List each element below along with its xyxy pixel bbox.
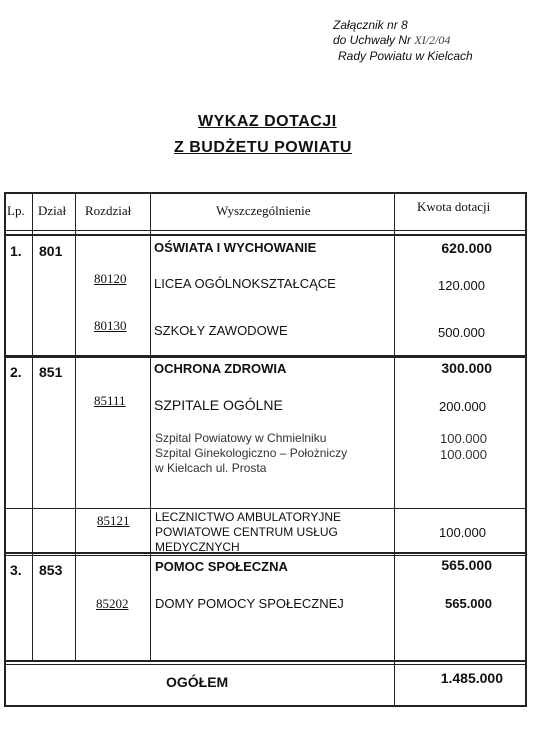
row2-amount: 300.000 — [441, 360, 492, 376]
total-label: OGÓŁEM — [166, 674, 229, 690]
row3a-name: DOMY POMOCY SPOŁECZNEJ — [155, 596, 344, 611]
row1-dzial: 801 — [39, 243, 63, 259]
total-separator — [4, 660, 527, 662]
resolution-number: XI/2/04 — [414, 33, 451, 47]
table-border-left — [4, 192, 6, 707]
section-separator-2 — [4, 552, 527, 554]
row1-lp: 1. — [10, 243, 22, 259]
row2-lp: 2. — [10, 364, 22, 380]
col-line-name — [394, 192, 395, 707]
row2a-detail-amount1: 100.000 — [440, 431, 487, 446]
row2b-line2: POWIATOWE CENTRUM USŁUG — [155, 525, 338, 539]
row1-name: OŚWIATA I WYCHOWANIE — [154, 240, 317, 255]
row3a-rozdzial: 85202 — [96, 596, 129, 611]
row2a-rozdzial: 85111 — [94, 393, 126, 408]
column-header-rozdzial: Rozdział — [85, 203, 132, 218]
table-border-right — [525, 192, 527, 707]
header-separator-double — [4, 234, 527, 236]
row2a-detail-amount2: 100.000 — [440, 447, 487, 462]
row2b-rozdzial: 85121 — [97, 513, 130, 528]
row2a-detail-line1: Szpital Powiatowy w Chmielniku — [155, 431, 327, 445]
row2a-name: SZPITALE OGÓLNE — [154, 397, 283, 413]
row3-lp: 3. — [10, 562, 22, 578]
row2b-amount: 100.000 — [439, 525, 486, 540]
row1b-name: SZKOŁY ZAWODOWE — [154, 323, 288, 338]
col-line-lp — [32, 192, 33, 660]
row3a-amount: 565.000 — [445, 596, 492, 611]
column-header-amount: Kwota dotacji — [417, 199, 491, 214]
total-separator-b — [4, 664, 527, 665]
row3-amount: 565.000 — [441, 557, 492, 573]
column-header-lp: Lp. — [7, 203, 25, 218]
section-separator-2b — [4, 555, 527, 556]
row1a-amount: 120.000 — [438, 278, 485, 293]
total-amount: 1.485.000 — [440, 670, 503, 686]
attachment-label: Załącznik nr 8 — [333, 18, 408, 32]
row-separator-85121 — [4, 508, 527, 509]
table-border-bottom — [4, 705, 527, 707]
page-title-line2: Z BUDŻETU POWIATU — [174, 139, 352, 156]
row1a-rozdzial: 80120 — [94, 271, 127, 286]
row2a-detail-line2: Szpital Ginekologiczno – Położniczy — [155, 446, 348, 460]
col-line-rozdzial — [150, 192, 151, 660]
section-separator-1b — [4, 357, 527, 358]
council-name: Rady Powiatu w Kielcach — [338, 49, 473, 63]
row2-name: OCHRONA ZDROWIA — [154, 361, 287, 376]
row3-name: POMOC SPOŁECZNA — [155, 559, 288, 574]
column-header-dzial: Dział — [38, 203, 67, 218]
page-title-line1: WYKAZ DOTACJI — [198, 113, 337, 130]
row1b-amount: 500.000 — [438, 325, 485, 340]
row1b-rozdzial: 80130 — [94, 318, 127, 333]
row3-dzial: 853 — [39, 562, 63, 578]
resolution-prefix: do Uchwały Nr — [333, 33, 415, 47]
row2a-amount: 200.000 — [439, 399, 486, 414]
row2b-line1: LECZNICTWO AMBULATORYJNE — [155, 510, 342, 524]
row2-dzial: 851 — [39, 364, 63, 380]
col-line-dzial — [75, 192, 76, 660]
row1-amount: 620.000 — [441, 240, 492, 256]
column-header-description: Wyszczególnienie — [216, 203, 311, 218]
row2a-detail-line3: w Kielcach ul. Prosta — [155, 461, 267, 475]
row2b-line3: MEDYCZNYCH — [155, 540, 240, 554]
table-border-top — [4, 192, 527, 194]
header-separator — [4, 230, 527, 231]
row1a-name: LICEA OGÓLNOKSZTAŁCĄCE — [154, 276, 336, 291]
